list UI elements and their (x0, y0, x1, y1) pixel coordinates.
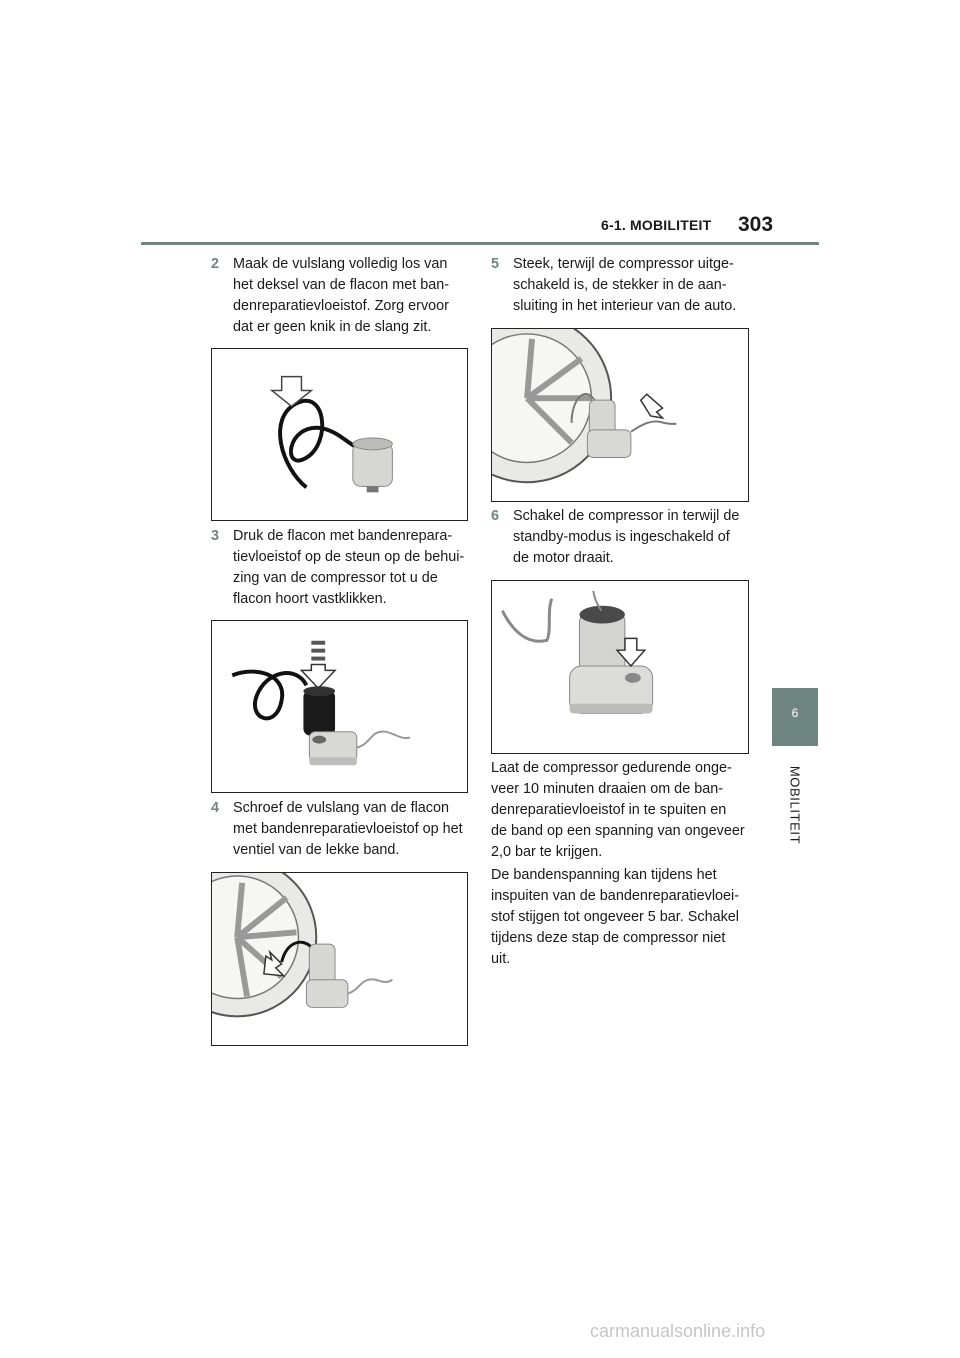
chapter-label: MOBILITEIT (787, 765, 803, 845)
step-line: standby-modus is ingeschakeld of (513, 529, 730, 545)
note-paragraph (491, 865, 756, 970)
paragraph-line: tijdens deze stap de compressor niet (491, 930, 726, 946)
step-number: 5 (491, 256, 500, 272)
step-line: Steek, terwijl de compressor uitge- (513, 256, 734, 272)
step-line: Schakel de compressor in terwijl de (513, 508, 740, 524)
step-line: de motor draait. (513, 550, 614, 566)
step-line: sluiting in het interieur van de auto. (513, 298, 737, 314)
chapter-number: 6 (791, 706, 799, 720)
figure-compressor-on (491, 580, 749, 754)
figure-bottle-mount (211, 620, 468, 793)
page-number: 303 (738, 213, 774, 236)
step-line: denreparatievloeistof. Zorg ervoor (233, 298, 449, 314)
compressor-on-illustration (492, 581, 748, 753)
step-line: Druk de flacon met bandenrepara- (233, 528, 453, 544)
paragraph-line: inspuiten van de bandenreparatievloei- (491, 888, 740, 904)
watermark: carmanualsonline.info (590, 1321, 766, 1341)
figure-valve-connect (211, 872, 468, 1046)
step-line: het deksel van de flacon met ban- (233, 277, 449, 293)
bottle-mount-illustration (212, 621, 467, 792)
step-line: Schroef de vulslang van de flacon (233, 800, 450, 816)
paragraph-line: uit. (491, 951, 511, 967)
plug-connect-illustration (492, 329, 748, 501)
paragraph-line: veer 10 minuten draaien om de ban- (491, 781, 723, 797)
step-line: met bandenreparatievloeistof op het (233, 821, 463, 837)
step-line: tievloeistof op de steun op de behui- (233, 549, 465, 565)
step-line: flacon hoort vastklikken. (233, 591, 387, 607)
instruction-paragraph (491, 758, 756, 863)
paragraph-line: denreparatievloeistof in te spuiten en (491, 802, 727, 818)
step-line: schakeld is, de stekker in de aan- (513, 277, 727, 293)
hose-detach-illustration (212, 349, 467, 520)
step-number: 4 (211, 800, 220, 816)
step-line: dat er geen knik in de slang zit. (233, 319, 432, 335)
paragraph-line: Laat de compressor gedurende onge- (491, 760, 732, 776)
figure-plug-connect (491, 328, 749, 502)
header-divider (141, 242, 819, 245)
step-number: 2 (211, 256, 220, 272)
chapter-tab[interactable] (772, 688, 818, 746)
paragraph-line: 2,0 bar te krijgen. (491, 844, 603, 860)
step-number: 3 (211, 528, 220, 544)
valve-connect-illustration (212, 873, 467, 1045)
step-line: zing van de compressor tot u de (233, 570, 438, 586)
step-line: Maak de vulslang volledig los van (233, 256, 448, 272)
step-number: 6 (491, 508, 500, 524)
paragraph-line: stof stijgen tot ongeveer 5 bar. Schakel (491, 909, 739, 925)
section-title: 6-1. MOBILITEIT (601, 217, 712, 233)
paragraph-line: De bandenspanning kan tijdens het (491, 867, 717, 883)
paragraph-line: de band op een spanning van ongeveer (491, 823, 745, 839)
figure-hose-detach (211, 348, 468, 521)
step-line: ventiel van de lekke band. (233, 842, 400, 858)
